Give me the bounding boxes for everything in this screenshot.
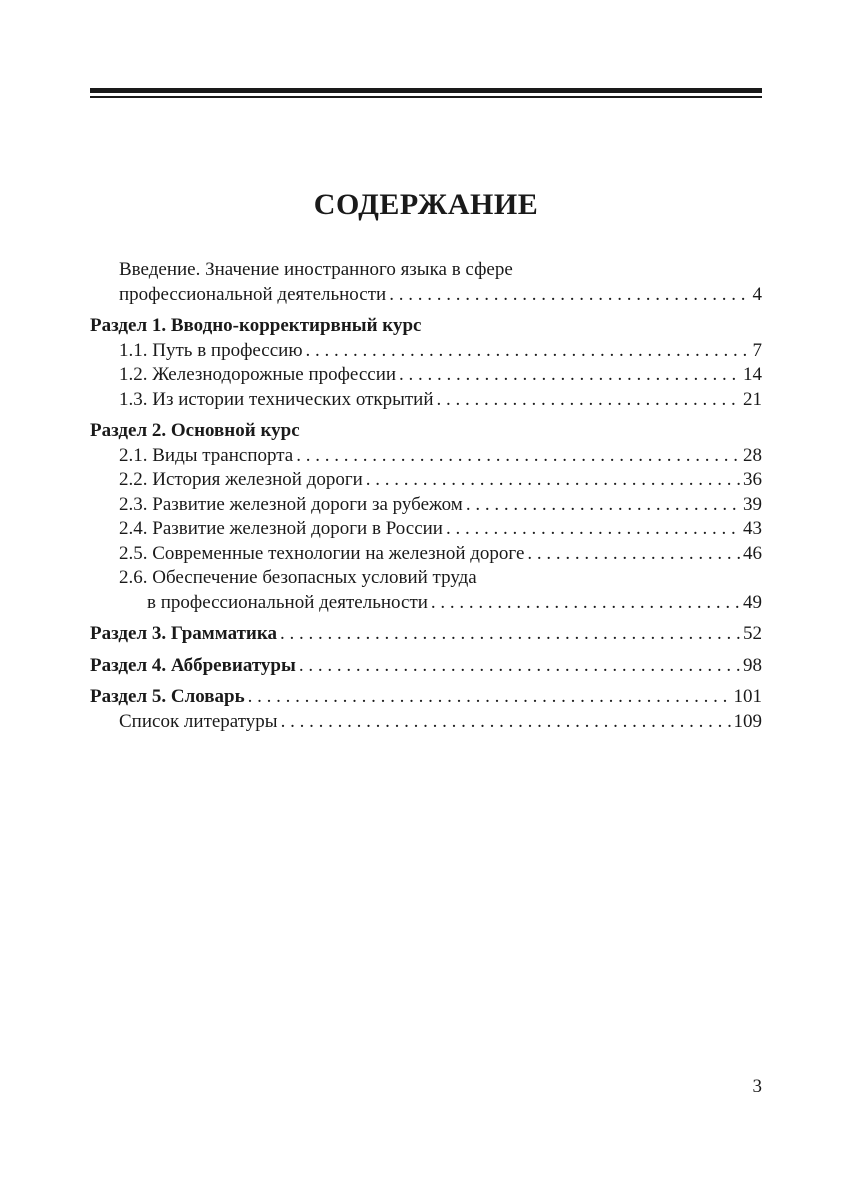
page-number: 3 bbox=[752, 1076, 762, 1097]
toc-entry-text: 1.2. Железнодорожные профессии bbox=[119, 364, 397, 385]
dot-leader bbox=[306, 339, 750, 364]
dot-leader bbox=[399, 363, 740, 388]
toc-page-number: 28 bbox=[743, 444, 762, 466]
toc-entry[interactable] bbox=[90, 363, 762, 388]
toc-entry[interactable] bbox=[90, 388, 762, 413]
toc-entry-section4[interactable] bbox=[90, 654, 762, 679]
header-rule-thick bbox=[90, 88, 762, 93]
dot-leader bbox=[281, 710, 731, 735]
toc-entry-text: Введение. Значение иностранного языка в сфере bbox=[119, 259, 513, 280]
dot-leader bbox=[527, 542, 740, 567]
toc-entry[interactable] bbox=[90, 444, 762, 469]
toc-page-number: 49 bbox=[743, 591, 762, 613]
toc-entry-text: 2.5. Современные технологии на железной дороге bbox=[119, 542, 525, 564]
toc-entry[interactable] bbox=[90, 339, 762, 364]
toc-page-number: 43 bbox=[743, 518, 762, 539]
toc-entry-text: в профессиональной деятельности bbox=[147, 591, 428, 613]
toc-entry[interactable] bbox=[90, 493, 762, 518]
toc-page-number: 39 bbox=[743, 493, 762, 515]
dot-leader bbox=[437, 388, 740, 413]
toc-entry-text: Список литературы bbox=[119, 710, 278, 732]
dot-leader bbox=[280, 622, 740, 647]
toc-page-number: 14 bbox=[743, 364, 762, 385]
toc-entry-text: Раздел 5. Словарь bbox=[90, 686, 245, 707]
toc-entry[interactable] bbox=[90, 517, 762, 542]
dot-leader bbox=[366, 468, 740, 493]
toc-entry-section5[interactable] bbox=[90, 685, 762, 710]
toc-entry-text: Раздел 4. Аббревиатуры bbox=[90, 654, 296, 676]
table-of-contents bbox=[90, 258, 762, 734]
dot-leader bbox=[389, 283, 749, 308]
toc-entry-text: 2.2. История железной дороги bbox=[119, 469, 363, 490]
toc-page-number: 21 bbox=[743, 388, 762, 410]
dot-leader bbox=[446, 517, 740, 542]
toc-page-number: 101 bbox=[733, 686, 762, 707]
toc-entry-intro[interactable] bbox=[90, 258, 762, 307]
dot-leader bbox=[296, 444, 740, 469]
toc-entry[interactable] bbox=[90, 566, 762, 615]
toc-section-heading: Раздел 2. Основной курс bbox=[90, 420, 300, 441]
toc-entry-text: 2.4. Развитие железной дороги в России bbox=[119, 518, 443, 539]
header-rule-thin bbox=[90, 96, 762, 98]
toc-entry-text: 2.1. Виды транспорта bbox=[119, 444, 294, 466]
toc-page-number: 52 bbox=[743, 623, 762, 644]
toc-page-number: 4 bbox=[752, 283, 762, 305]
toc-section-heading: Раздел 1. Вводно-корректирвный курс bbox=[90, 315, 422, 336]
toc-entry[interactable] bbox=[90, 542, 762, 567]
dot-leader bbox=[248, 685, 731, 710]
toc-page-number: 98 bbox=[743, 654, 762, 676]
toc-page-number: 7 bbox=[752, 339, 762, 361]
toc-entry[interactable] bbox=[90, 468, 762, 493]
toc-entry-text: Раздел 3. Грамматика bbox=[90, 623, 278, 644]
toc-entry-text: 1.3. Из истории технических открытий bbox=[119, 388, 434, 410]
dot-leader bbox=[299, 654, 740, 679]
page-title: СОДЕРЖАНИЕ bbox=[313, 188, 539, 221]
toc-entry-section3[interactable] bbox=[90, 622, 762, 647]
toc-entry-references[interactable] bbox=[90, 710, 762, 735]
dot-leader bbox=[466, 493, 740, 518]
toc-page-number: 109 bbox=[733, 710, 762, 732]
dot-leader bbox=[431, 591, 740, 616]
toc-page-number: 46 bbox=[743, 542, 762, 564]
toc-entry-text: 2.6. Обеспечение безопасных условий труда bbox=[119, 567, 477, 588]
toc-page-number: 36 bbox=[743, 469, 762, 490]
toc-entry-text: 2.3. Развитие железной дороги за рубежом bbox=[119, 493, 463, 515]
toc-entry-text: 1.1. Путь в профессию bbox=[119, 339, 303, 361]
toc-entry-text: профессиональной деятельности bbox=[119, 283, 387, 305]
